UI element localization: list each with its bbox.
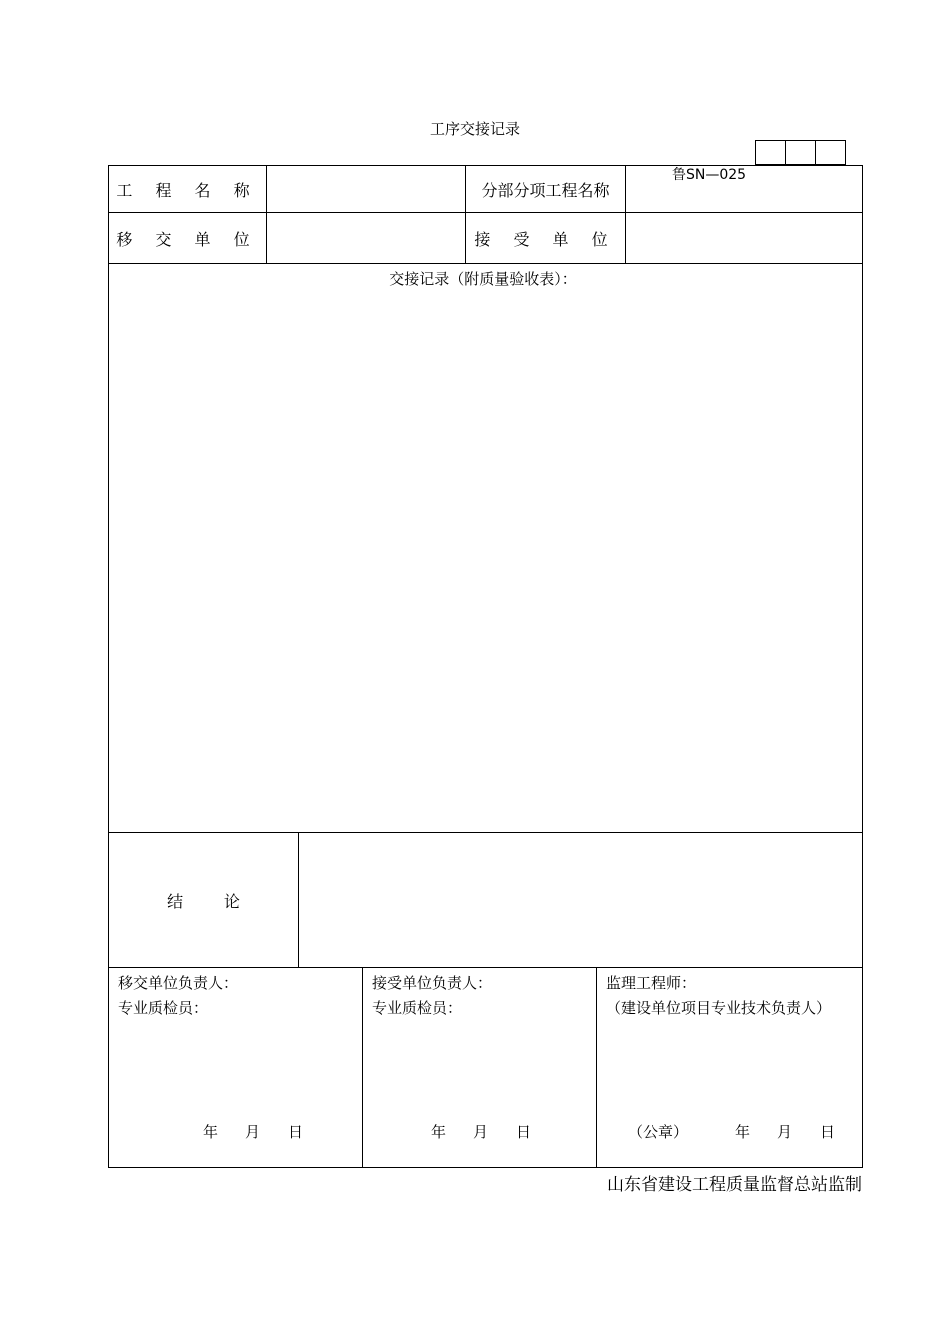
owner-tech-lead-label: （建设单位项目专业技术负责人）	[606, 999, 832, 1017]
date-day: 日	[820, 1123, 836, 1141]
form-code-label: 鲁SN—025	[672, 167, 747, 183]
conclusion-field[interactable]	[299, 833, 862, 967]
code-box-3[interactable]	[815, 140, 846, 165]
record-label: 交接记录（附质量验收表）：	[389, 270, 577, 288]
divider	[596, 967, 597, 1168]
handover-unit-label: 移 交 单 位	[116, 229, 259, 249]
code-box-1[interactable]	[755, 140, 786, 165]
divider	[108, 263, 863, 264]
conclusion-label: 结 论	[167, 891, 240, 911]
receiving-unit-field[interactable]	[626, 213, 862, 263]
subproject-name-field[interactable]	[626, 176, 862, 212]
divider	[108, 967, 863, 968]
handover-inspector-label: 专业质检员：	[118, 999, 209, 1017]
receiving-supervisor-label: 接受单位负责人：	[372, 974, 493, 992]
supervision-engineer-label: 监理工程师：	[606, 974, 697, 992]
receiving-unit-label: 接 受 单 位	[474, 229, 617, 249]
date-year: 年	[735, 1123, 751, 1141]
handover-unit-field[interactable]	[267, 213, 465, 263]
divider	[362, 967, 363, 1168]
handover-supervisor-label: 移交单位负责人：	[118, 974, 239, 992]
date-day: 日	[516, 1123, 532, 1141]
date-day: 日	[288, 1123, 304, 1141]
form-title: 工序交接记录	[429, 120, 520, 138]
date-year: 年	[203, 1123, 219, 1141]
record-area[interactable]	[110, 292, 862, 830]
receiving-inspector-label: 专业质检员：	[372, 999, 463, 1017]
date-year: 年	[431, 1123, 447, 1141]
date-month: 月	[473, 1123, 489, 1141]
date-month: 月	[777, 1123, 793, 1141]
project-name-field[interactable]	[267, 166, 465, 212]
code-box-2[interactable]	[785, 140, 816, 165]
official-seal-label: （公章）	[628, 1123, 689, 1141]
subproject-name-label: 分部分项工程名称	[481, 180, 610, 200]
date-month: 月	[245, 1123, 261, 1141]
issuer-footer: 山东省建设工程质量监督总站监制	[607, 1175, 862, 1195]
project-name-label: 工 程 名 称	[116, 180, 259, 200]
